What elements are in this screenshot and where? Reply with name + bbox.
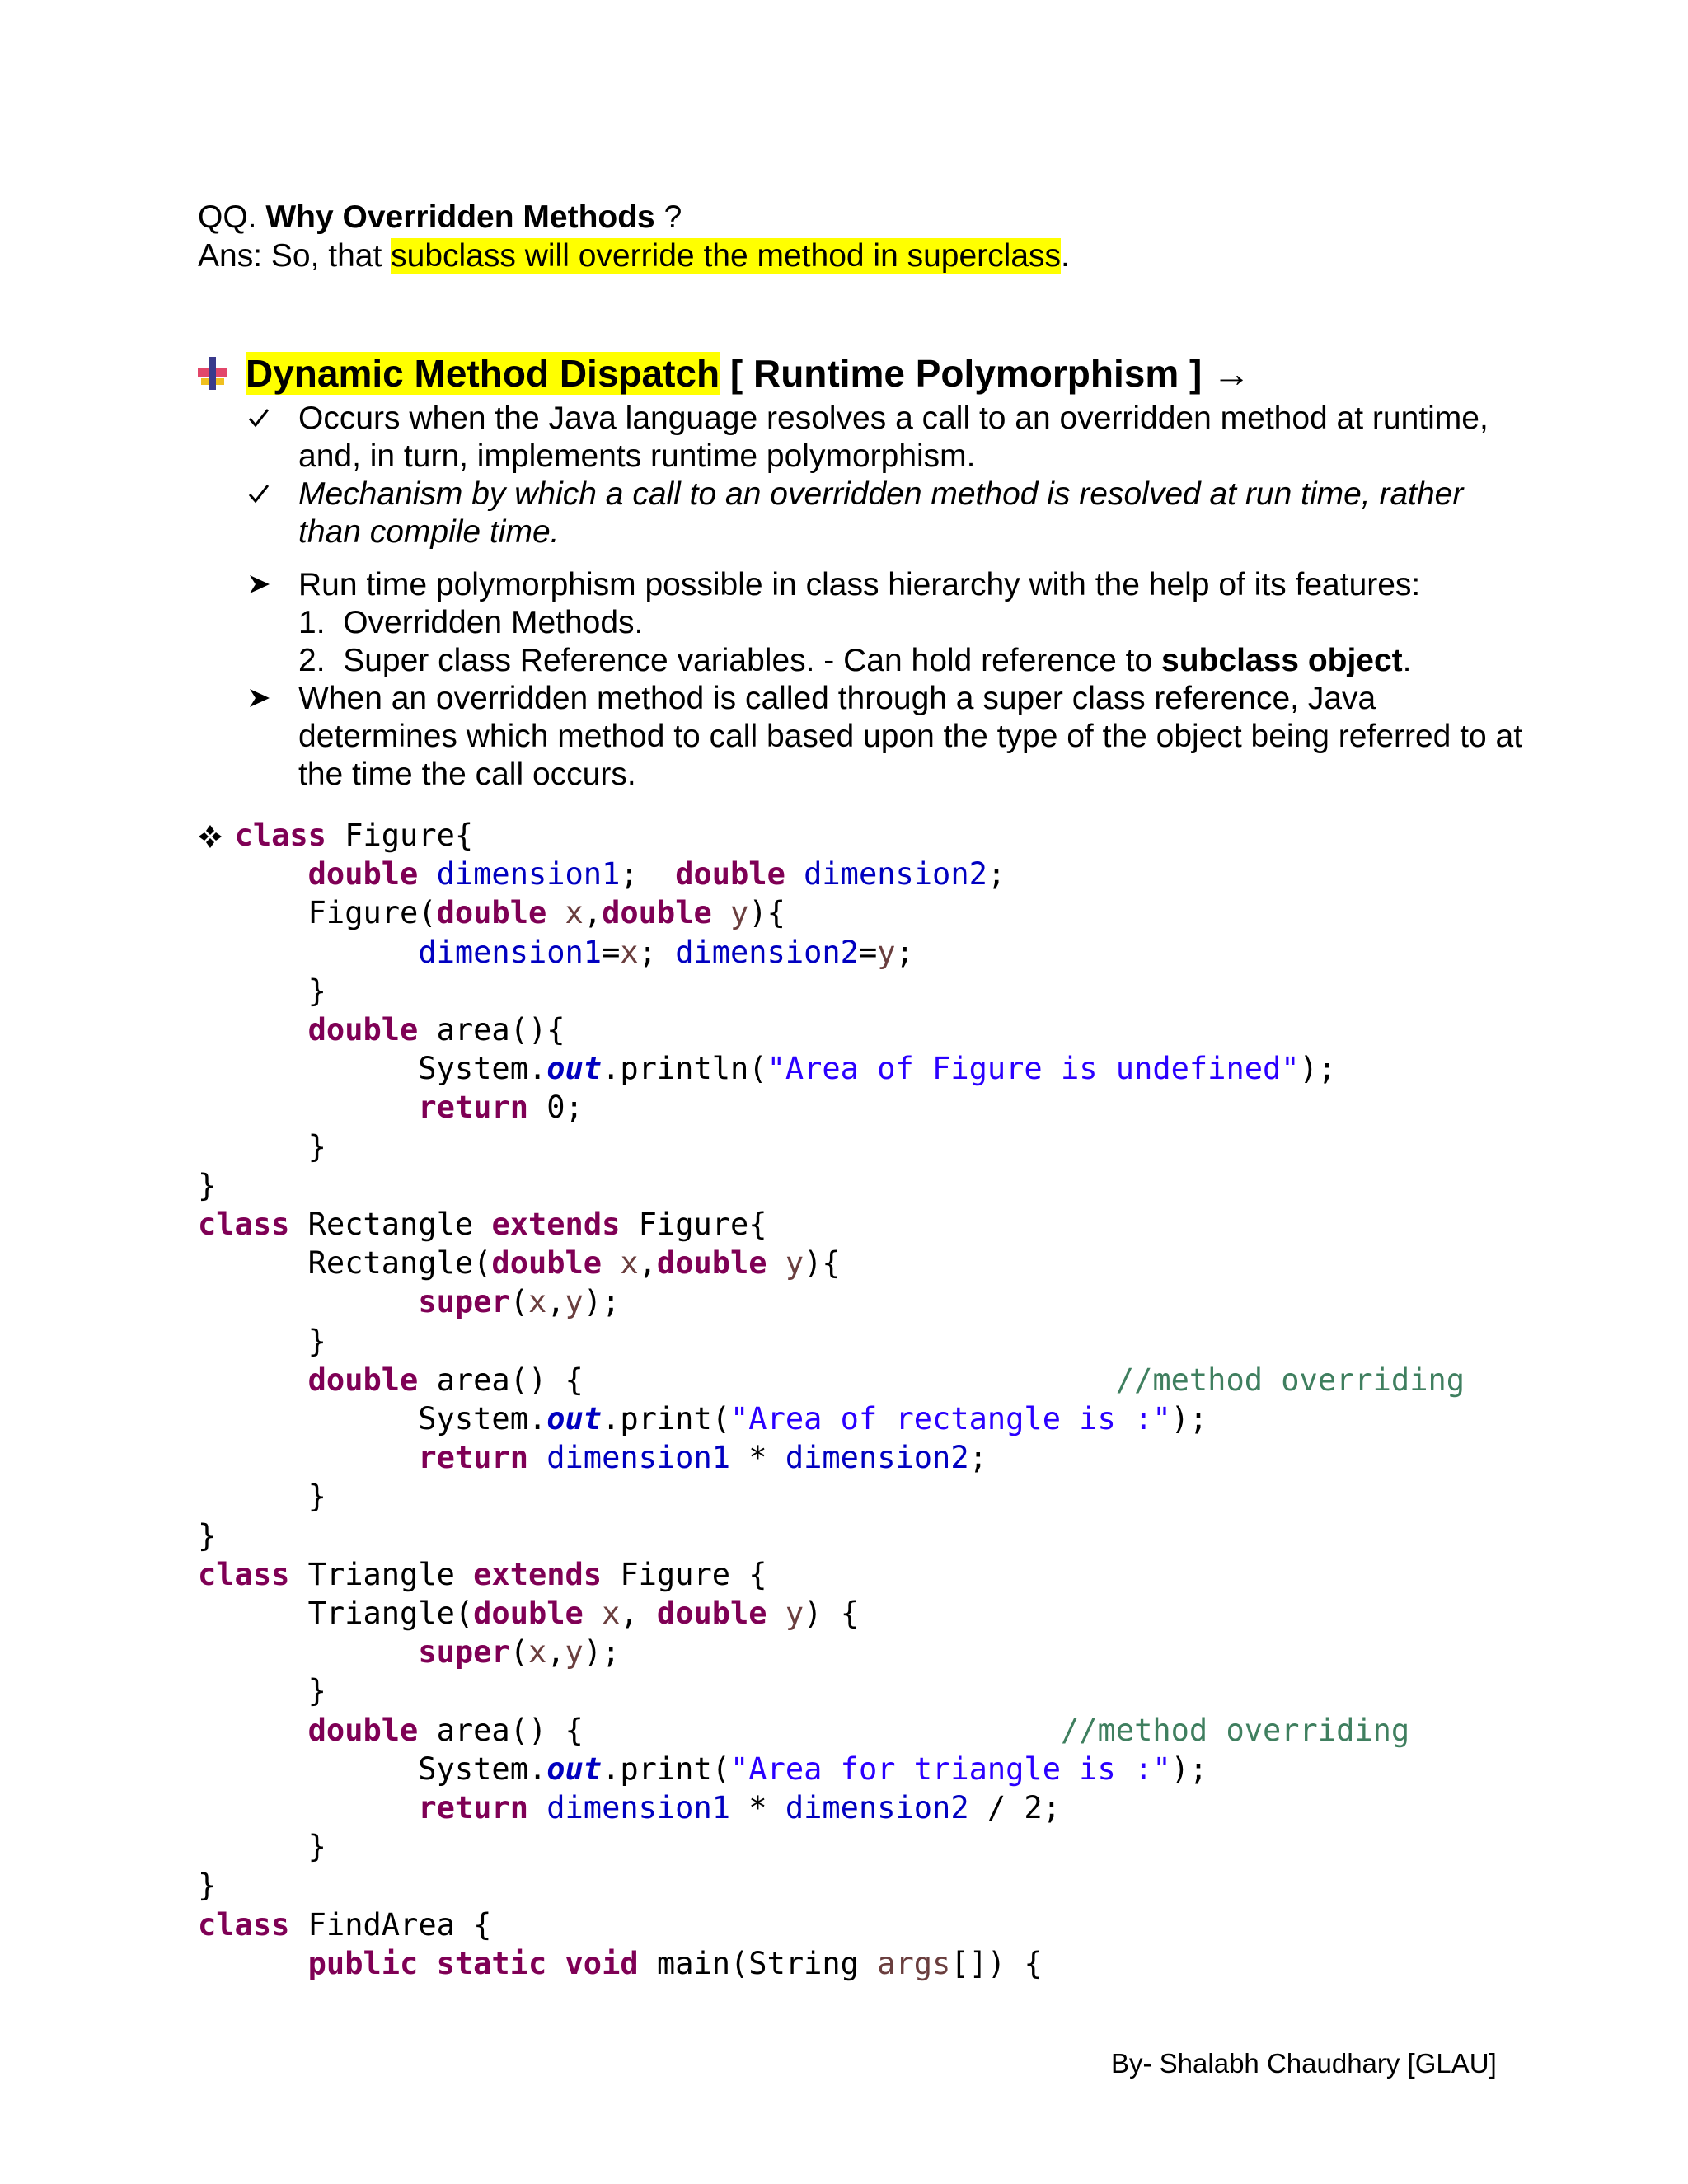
code-line: return dimension1 * dimension2 / 2;: [418, 1790, 1061, 1826]
code-line: super(x,y);: [418, 1284, 621, 1320]
code-line: Rectangle(double x,double y){: [198, 1245, 841, 1282]
code-line: double area(){: [307, 1012, 565, 1048]
numbered-item: 1. Overridden Methods.: [298, 605, 644, 640]
code-string: "Area of rectangle is :": [730, 1401, 1171, 1437]
arrowhead-bullet-icon: [247, 680, 280, 710]
code-line: return 0;: [418, 1090, 584, 1126]
code-line: Figure(double x,double y){: [198, 895, 785, 931]
code-line: Triangle(double x, double y) {: [198, 1596, 859, 1632]
code-line: return dimension1 * dimension2;: [418, 1440, 987, 1476]
code-string: "Area for triangle is :": [730, 1750, 1171, 1787]
answer-highlight: subclass will override the method in superclass: [391, 238, 1062, 274]
right-arrow-icon: →: [1212, 352, 1251, 395]
arrow-bullet-item: [247, 566, 1533, 604]
code-line: System.out.print("Area of rectangle is :");: [198, 1401, 1208, 1437]
checkmark-icon: [247, 476, 280, 505]
code-line: }: [198, 1167, 217, 1203]
answer-prefix: Ans: So, that: [198, 238, 392, 274]
check-item-text: Occurs when the Java language resolves a call to an overridden method at runtime, and, in turn, implements runtime polymorphism.: [298, 401, 1489, 474]
arrow-bullet-text: When an overridden method is called through a super class reference, Java determines which method to call based upon the type of the object being referred to at the time the call occurs.: [298, 681, 1523, 792]
code-line: class FindArea {: [198, 1906, 492, 1943]
code-line: double dimension1; double dimension2;: [307, 856, 1006, 893]
numbered-item-suffix: .: [1402, 643, 1412, 678]
code-line: }: [198, 972, 326, 1009]
code-line: class Figure{: [234, 818, 474, 853]
code-line: }: [198, 1517, 217, 1554]
java-code-block: [198, 816, 1465, 1983]
code-line: dimension1=x; dimension2=y;: [418, 934, 914, 970]
code-line: }: [198, 1673, 326, 1709]
code-line: System.out.print("Area for triangle is :");: [198, 1750, 1208, 1787]
code-line: }: [198, 1128, 326, 1165]
pushpin-icon: [198, 357, 231, 390]
check-item: [247, 400, 1533, 476]
numbered-item-bold: subclass object: [1161, 643, 1403, 678]
code-line: public static void main(String args[]) {: [307, 1945, 1043, 1981]
section-heading: [198, 350, 1250, 396]
code-line: super(x,y);: [418, 1634, 621, 1671]
check-item: [247, 476, 1533, 551]
arrow-bullet-text: Run time polymorphism possible in class hierarchy with the help of its features:: [298, 567, 1421, 602]
question-block: [198, 198, 1070, 275]
arrow-bullet-item: [247, 680, 1533, 794]
bullet-list: [247, 400, 1533, 794]
answer-suffix: .: [1061, 238, 1070, 274]
code-line: }: [198, 1323, 326, 1359]
heading-rest: [ Runtime Polymorphism ]: [720, 352, 1213, 395]
numbered-item-text: 2. Super class Reference variables. - Can hold reference to: [298, 643, 1162, 678]
numbered-item: [247, 642, 1533, 680]
answer-line: [198, 237, 1070, 275]
question-title: Why Overridden Methods: [265, 199, 655, 235]
code-line: class Rectangle extends Figure{: [198, 1207, 767, 1243]
arrowhead-bullet-icon: [247, 566, 280, 596]
code-line: double area() { //method overriding: [307, 1712, 1410, 1748]
check-item-text: Mechanism by which a call to an overridden method is resolved at run time, rather than compile time.: [298, 476, 1464, 550]
question-prefix: QQ.: [198, 199, 266, 235]
question-line: [198, 198, 1070, 237]
code-line: }: [198, 1829, 326, 1865]
code-comment: //method overriding: [1060, 1712, 1410, 1748]
code-comment: //method overriding: [1115, 1361, 1465, 1398]
question-suffix: ?: [654, 199, 682, 235]
code-line: class Triangle extends Figure {: [198, 1556, 767, 1592]
code-line: }: [198, 1479, 326, 1515]
page-footer: By- Shalabh Chaudhary [GLAU]: [1111, 2048, 1497, 2079]
code-string: "Area of Figure is undefined": [767, 1051, 1300, 1087]
code-line: double area() { //method overriding: [307, 1361, 1465, 1398]
code-line: System.out.println("Area of Figure is undefined");: [198, 1051, 1337, 1087]
checkmark-icon: [247, 400, 280, 429]
code-line: }: [198, 1868, 217, 1904]
heading-highlight: Dynamic Method Dispatch: [246, 352, 720, 395]
